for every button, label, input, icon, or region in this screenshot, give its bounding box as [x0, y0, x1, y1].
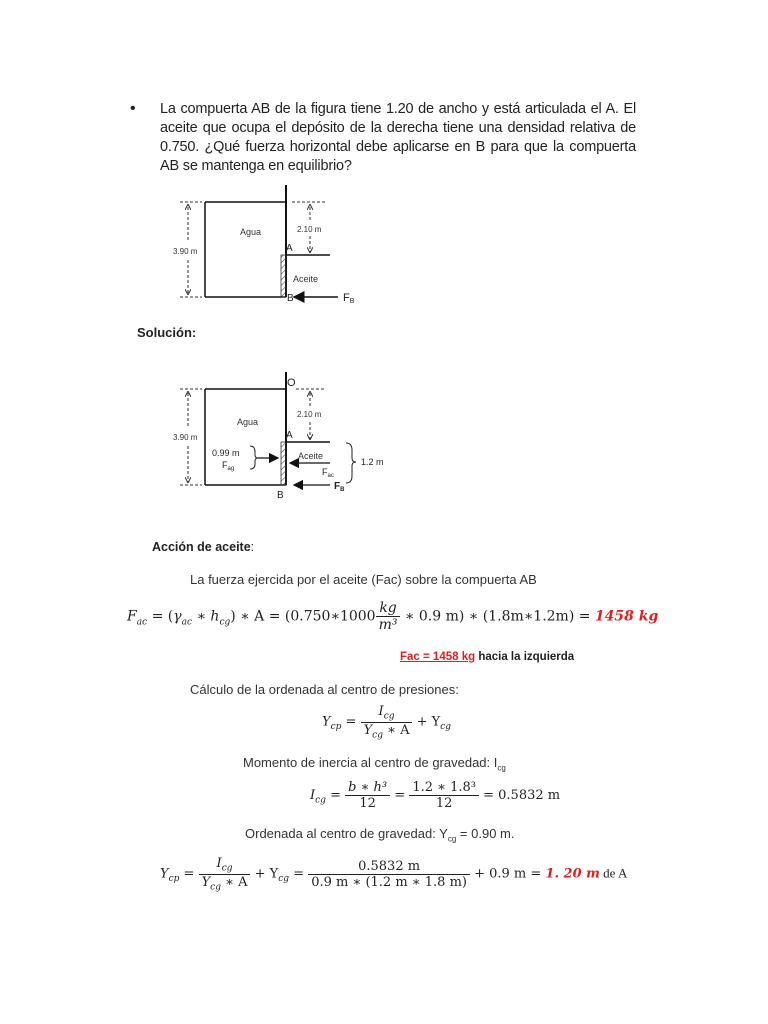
fac-result: Fac = 1458 kg hacia la izquierda [400, 651, 575, 663]
fig1-height-label: 3.90 m [173, 247, 198, 256]
gate-ab [281, 255, 286, 297]
figure-solution-diagram [160, 370, 400, 505]
fig2-gate-label: 1.2 m [361, 457, 384, 467]
fig1-point-a: A [286, 243, 293, 254]
fig2-gate-ab [281, 442, 286, 485]
accion-heading: Acción de aceite: [152, 540, 255, 554]
fig1-depth-label: 2.10 m [297, 225, 322, 234]
equation-fac: $F_{ac} = (\gamma_{ac}$ ∗ $h_{cg}$) ∗ A = (0.750∗1000 $\frac{kg}{\text{m³}}$ ∗ 0.9 m) ∗ (1.8m∗1.2m) = 1458 kg [127, 600, 659, 633]
fig1-oil-label: Aceite [293, 274, 319, 284]
fig2-point-a: A [286, 430, 293, 441]
accion-intro: La fuerza ejercida por el aceite (Fac) sobre la compuerta AB [190, 572, 537, 587]
fig2-height-label: 3.90 m [173, 433, 198, 442]
fig2-force-b-label: $F_B$ [334, 481, 345, 493]
fig2-depth-label: 2.10 m [297, 410, 322, 419]
fig2-point-b: B [277, 490, 284, 501]
equation-icg: $I_{cg}$ = $\frac{\text{b ∗ h³}}{12}$ = $\frac{\text{1.2 ∗ 1.8³}}{12}$ = 0.5832 m [310, 780, 561, 811]
fig2-cp-brace [250, 446, 258, 469]
cp-calculation-text: Cálculo de la ordenada al centro de presiones: [190, 682, 459, 697]
fig2-point-o: O [287, 377, 296, 389]
fig2-force-ac-label: $F_{ac}$ [322, 467, 334, 479]
fig1-water-label: Agua [240, 227, 262, 237]
fig2-gate-brace [346, 443, 356, 483]
equation-ycp: $Y_{cp}$ = $\frac{I_{cg}}{Y_{cg} ∗ A}$ + $Y_{cg}$ [322, 704, 452, 741]
fig1-force-b-label: FB [343, 292, 355, 305]
fig2-cp-label: 0.99 m [212, 448, 240, 458]
fig2-oil-label: Aceite [298, 451, 324, 461]
problem-statement: La compuerta AB de la figura tiene 1.20 de ancho y está articulada el A. El aceite que ocupa el depósito de la derecha tiene una densidad relativa de 0.750. ¿Qué fuerza horizontal debe aplicarse en B para que la compuerta AB se mantenga en equilibrio? [160, 101, 636, 174]
fig1-point-b: B [287, 293, 294, 304]
fig2-water-label: Agua [237, 417, 259, 427]
figure-gate-diagram [160, 180, 380, 310]
equation-ycp-result: $Y_{cp}$ = $\frac{I_{cg}}{Y_{cg} ∗ A}$ + $Y_{cg}$ = $\frac{0.5832 m}{0.9 m ∗ (1.2 m ∗ 1.8 m)}$ + 0.9 m = 1. 20 m de A [160, 856, 628, 893]
solution-heading: Solución: [137, 325, 197, 340]
bullet: • [130, 100, 136, 117]
ycg-text: Ordenada al centro de gravedad: $Y_{cg} = 0.90$ m. [245, 826, 515, 844]
inertia-text: Momento de inercia al centro de gravedad: $I_{cg}$ [243, 755, 506, 773]
fig2-force-ag-label: $F_{ag}$ [222, 460, 235, 472]
